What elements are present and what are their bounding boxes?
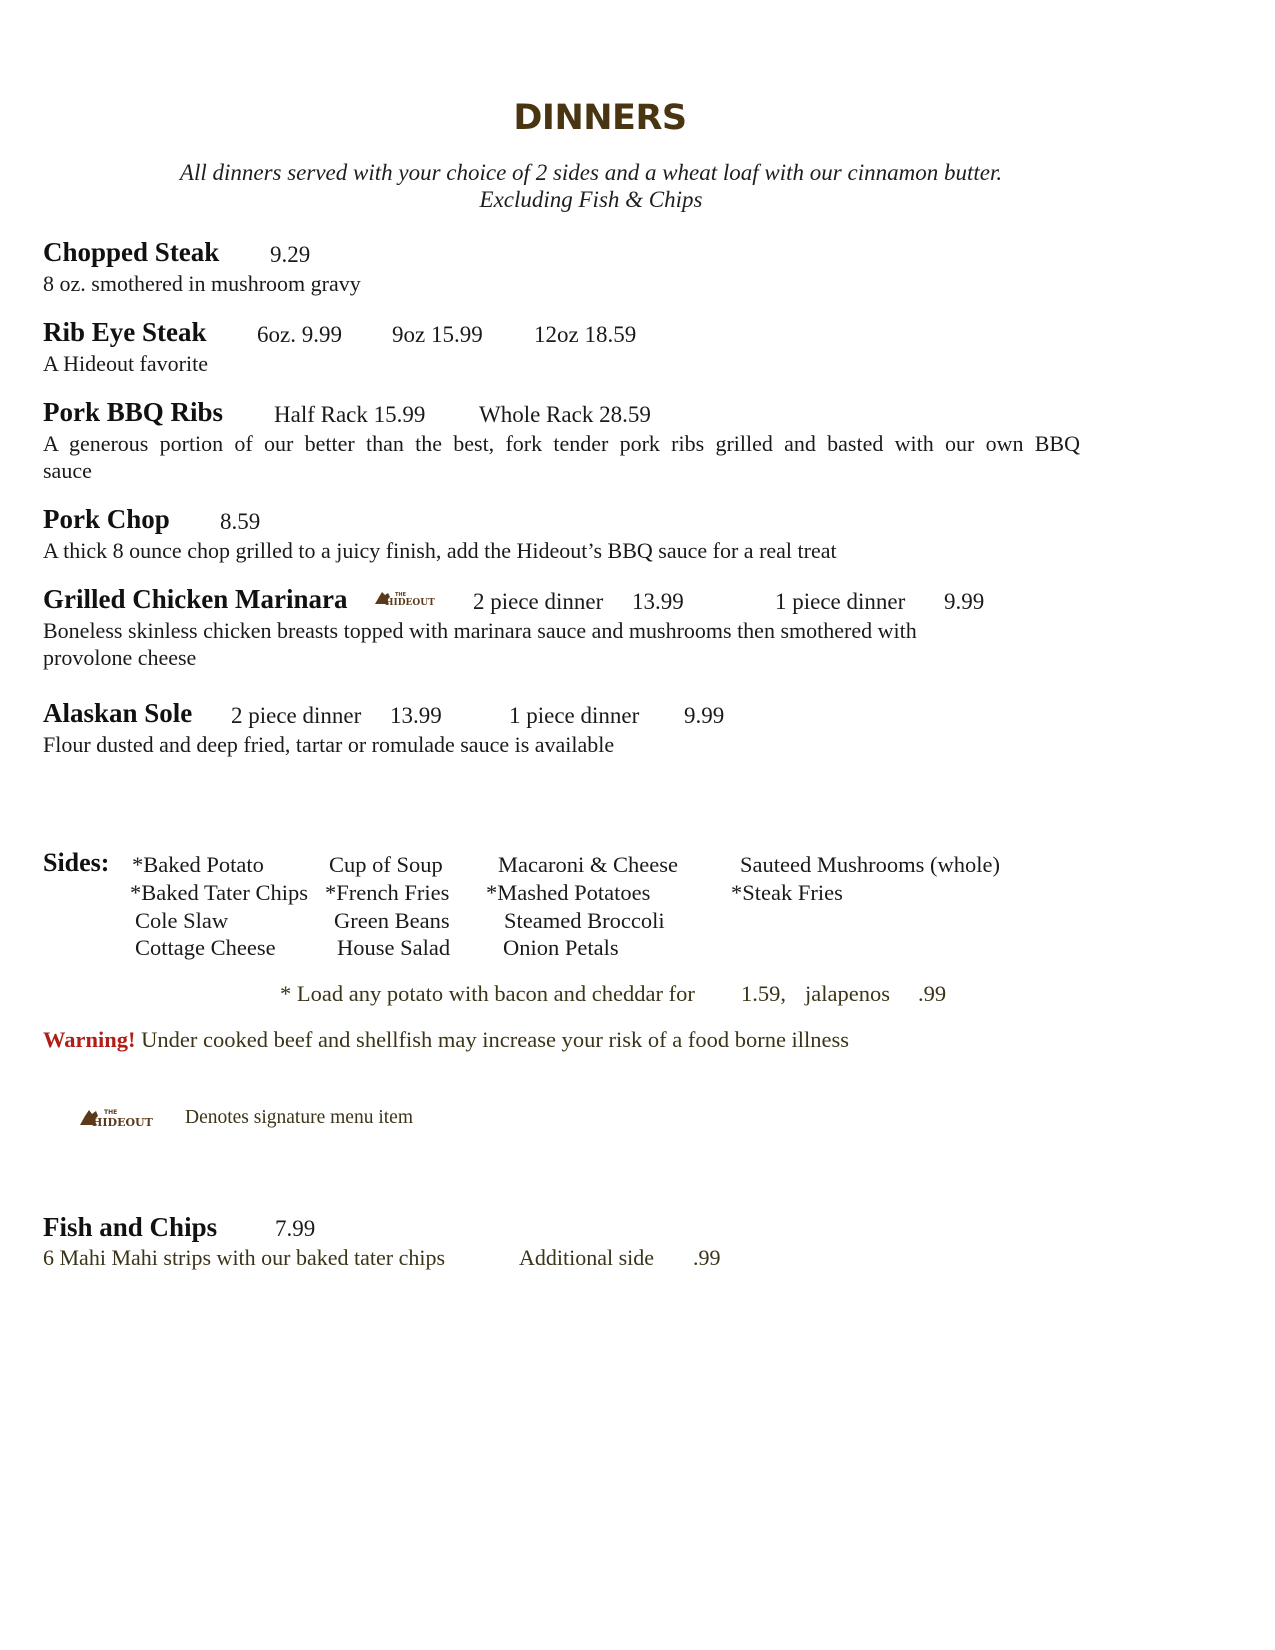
item-description: Flour dusted and deep fried, tartar or romulade sauce is available — [43, 732, 615, 757]
price-9oz: 9oz 15.99 — [392, 322, 483, 347]
item-description-line-2: sauce — [43, 458, 92, 483]
item-description: 6 Mahi Mahi strips with our baked tater chips — [43, 1245, 446, 1270]
item-price: 7.99 — [275, 1216, 316, 1241]
hideout-logo-icon — [373, 588, 443, 608]
note-jalapenos: jalapenos — [805, 981, 890, 1006]
item-description-line-1: Boneless skinless chicken breasts topped with marinara sauce and mushrooms then smothered with — [43, 618, 917, 643]
label-2-piece: 2 piece dinner — [231, 703, 362, 728]
side-item: *French Fries — [325, 880, 450, 905]
intro-line-1: All dinners served with your choice of 2 sides and a wheat loaf with our cinnamon butter. — [179, 160, 1003, 185]
item-name: Rib Eye Steak — [43, 317, 207, 347]
item-description: A thick 8 ounce chop grilled to a juicy finish, add the Hideout’s BBQ sauce for a real treat — [43, 538, 837, 563]
side-item: Cottage Cheese — [135, 935, 276, 960]
side-item: Cup of Soup — [329, 852, 443, 877]
page-title: DINNERS — [513, 98, 687, 138]
warning-label: Warning! — [43, 1027, 136, 1052]
item-name: Chopped Steak — [43, 237, 220, 267]
svg-text:HIDEOUT: HIDEOUT — [92, 1116, 153, 1129]
price-6oz: 6oz. 9.99 — [257, 322, 342, 347]
item-description: A Hideout favorite — [43, 351, 208, 376]
svg-text:THE: THE — [395, 592, 407, 598]
intro-line-2: Excluding Fish & Chips — [479, 187, 703, 212]
label-2-piece: 2 piece dinner — [473, 589, 604, 614]
label-1-piece: 1 piece dinner — [509, 703, 640, 728]
side-item: *Baked Potato — [132, 852, 264, 877]
legend-text: Denotes signature menu item — [185, 1107, 413, 1128]
sides-label: Sides: — [43, 848, 110, 877]
item-price: 9.29 — [270, 242, 311, 267]
price-1-piece: 9.99 — [944, 589, 985, 614]
price-whole-rack: Whole Rack 28.59 — [479, 402, 651, 427]
price-2-piece: 13.99 — [390, 703, 442, 728]
price-1-piece: 9.99 — [684, 703, 725, 728]
warning-line — [43, 1027, 849, 1053]
side-item: Sauteed Mushrooms (whole) — [740, 852, 1000, 877]
item-name: Alaskan Sole — [43, 698, 193, 728]
price-2-piece: 13.99 — [632, 589, 684, 614]
item-description: 8 oz. smothered in mushroom gravy — [43, 271, 361, 296]
item-price: 8.59 — [220, 509, 261, 534]
side-item: Green Beans — [334, 908, 450, 933]
svg-text:HIDEOUT: HIDEOUT — [385, 598, 435, 608]
additional-side-label: Additional side — [519, 1245, 655, 1270]
warning-text: Under cooked beef and shellfish may increase your risk of a food borne illness — [141, 1027, 850, 1052]
hideout-logo-icon — [78, 1105, 164, 1129]
item-description-line-2: provolone cheese — [43, 645, 197, 670]
item-name: Grilled Chicken Marinara — [43, 584, 348, 614]
item-name: Fish and Chips — [43, 1212, 218, 1242]
svg-text:THE: THE — [104, 1109, 118, 1116]
side-item: *Mashed Potatoes — [486, 880, 651, 905]
side-item: *Steak Fries — [731, 880, 843, 905]
item-name: Pork Chop — [43, 504, 170, 534]
price-12oz: 12oz 18.59 — [534, 322, 637, 347]
item-name: Pork BBQ Ribs — [43, 397, 224, 427]
side-item: *Baked Tater Chips — [130, 880, 308, 905]
label-1-piece: 1 piece dinner — [775, 589, 906, 614]
side-item: Cole Slaw — [135, 908, 229, 933]
side-item: House Salad — [337, 935, 451, 960]
note-price-jalapenos: .99 — [918, 981, 947, 1006]
additional-side-price: .99 — [693, 1245, 721, 1270]
side-item: Steamed Broccoli — [504, 908, 665, 933]
note-text: * Load any potato with bacon and cheddar for — [280, 981, 695, 1006]
side-item: Macaroni & Cheese — [498, 852, 678, 877]
item-description-line-1: A generous portion of our better than the best, fork tender pork ribs grilled and basted with our own BBQ — [43, 431, 1080, 456]
side-item: Onion Petals — [503, 935, 619, 960]
price-half-rack: Half Rack 15.99 — [274, 402, 426, 427]
note-price-bacon: 1.59, — [741, 981, 786, 1006]
